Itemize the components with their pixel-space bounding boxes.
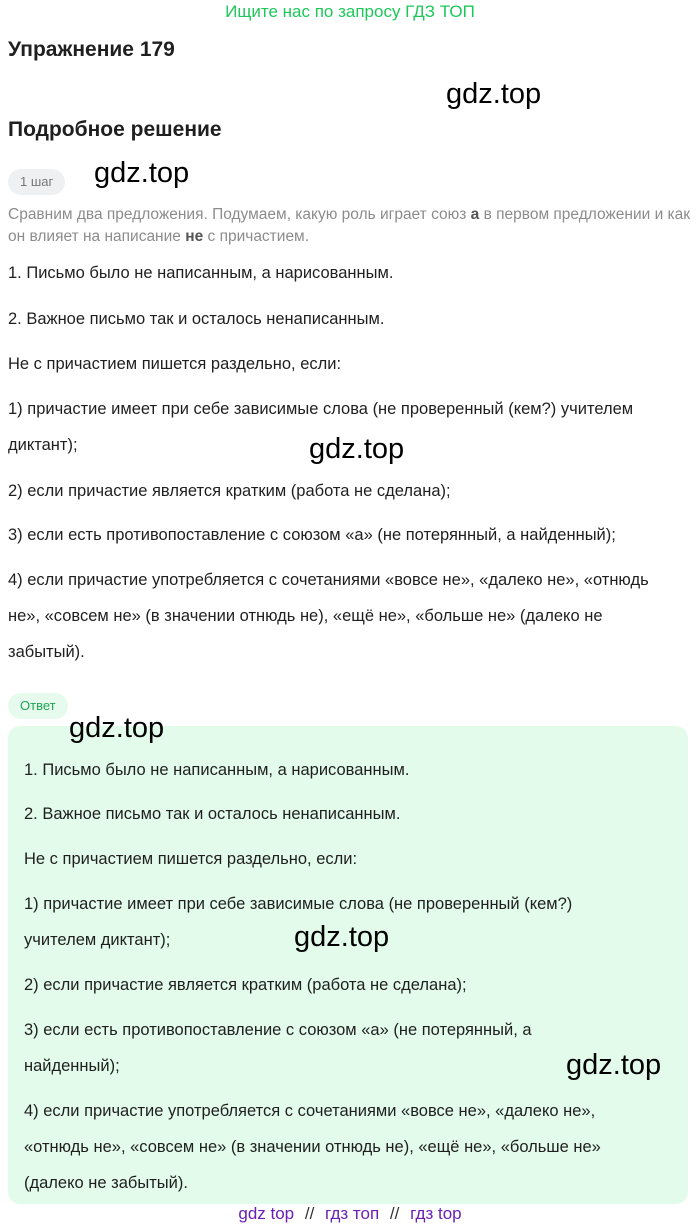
solution-line: Не с причастием пишется раздельно, если: xyxy=(8,355,342,373)
answer-line: 2) если причастие является кратким (работа не сделана); xyxy=(24,976,467,994)
solution-line: 2) если причастие является кратким (работа не сделана); xyxy=(8,482,451,500)
answer-line: 2. Важное письмо так и осталось ненаписанным. xyxy=(24,805,401,823)
watermark: gdz.top xyxy=(69,712,165,744)
solution-line: 4) если причастие употребляется с сочетаниями «вовсе не», «далеко не», «отнюдь не», «совсем не» (в значении отнюдь не), «ещё не», «больше не» (далеко не забытый). xyxy=(8,571,649,661)
watermark: gdz.top xyxy=(566,1049,662,1081)
footer-separator: // xyxy=(304,1204,315,1223)
answer-line: 1) причастие имеет при себе зависимые слова (не проверенный (кем?) учителем диктант); xyxy=(24,895,573,949)
footer-link[interactable]: гдз топ xyxy=(325,1204,380,1223)
section-title: Подробное решение xyxy=(8,118,222,141)
watermark: gdz.top xyxy=(309,433,405,465)
solution-line: 1) причастие имеет при себе зависимые слова (не проверенный (кем?) учителем диктант); xyxy=(8,400,634,454)
page-title: Упражнение 179 xyxy=(8,38,175,61)
solution-line: 1. Письмо было не написанным, а нарисованным. xyxy=(8,264,394,282)
answer-line: 4) если причастие употребляется с сочетаниями «вовсе не», «далеко не», «отнюдь не», «совсем не» (в значении отнюдь не), «ещё не», «больше не» (далеко не забытый). xyxy=(24,1102,601,1192)
answer-line: 1. Письмо было не написанным, а нарисованным. xyxy=(24,761,410,779)
answer-line: 3) если есть противопоставление с союзом «а» (не потерянный, а найденный); xyxy=(24,1021,532,1075)
watermark: gdz.top xyxy=(294,921,390,953)
footer-separator: // xyxy=(389,1204,400,1223)
watermark: gdz.top xyxy=(446,78,542,110)
footer-link[interactable]: gdz top xyxy=(238,1204,295,1223)
answer-badge: Ответ xyxy=(8,693,68,719)
footer-link[interactable]: гдз top xyxy=(410,1204,462,1223)
hint-text: Сравним два предложения. Подумаем, какую роль играет союз а в первом предложении и как он влияет на написание не с причастием. xyxy=(8,206,691,245)
footer-links xyxy=(0,1204,700,1224)
watermark: gdz.top xyxy=(94,157,190,189)
search-banner: Ищите нас по запросу ГДЗ ТОП xyxy=(225,2,475,21)
answer-line: Не с причастием пишется раздельно, если: xyxy=(24,850,358,868)
step-badge: 1 шаг xyxy=(8,169,65,195)
solution-line: 2. Важное письмо так и осталось ненаписанным. xyxy=(8,310,385,328)
solution-line: 3) если есть противопоставление с союзом «а» (не потерянный, а найденный); xyxy=(8,526,616,544)
